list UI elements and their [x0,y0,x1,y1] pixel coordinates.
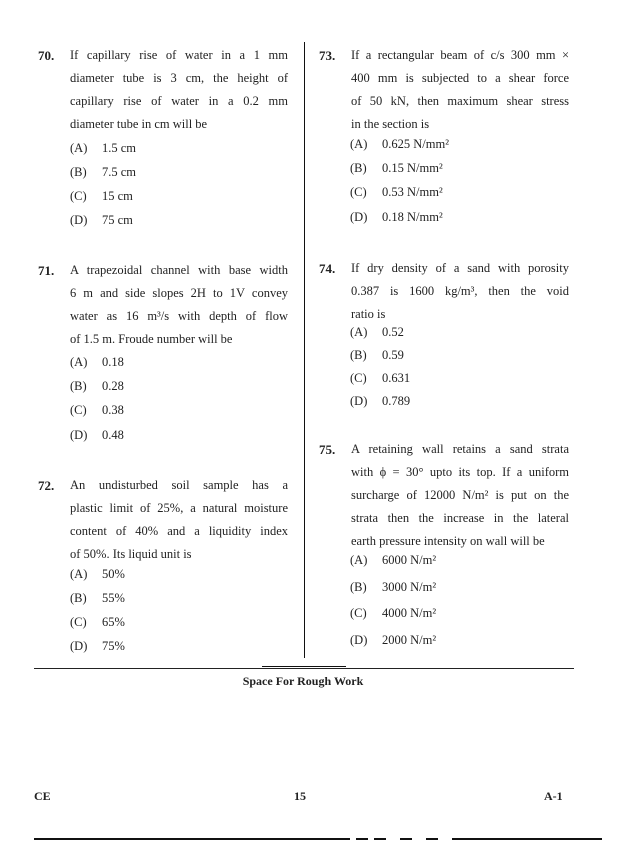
option-c[interactable]: (C) 65% [70,615,125,629]
question-number: 71. [38,263,55,278]
option-a[interactable]: (A) 0.52 [350,325,404,339]
question-text-line: A retaining wall retains a sand strata [351,442,569,456]
question-text-line: with ϕ = 30° upto its top. If a uniform [351,465,569,479]
question-text-line: content of 40% and a liquidity index [70,524,288,538]
question-text-line: in the section is [351,117,430,131]
question-number: 70. [38,48,55,63]
question-text-line: diameter tube is 3 cm, the height of [70,71,288,85]
option-c[interactable]: (C) 15 cm [70,189,133,203]
option-d[interactable]: (D) 75 cm [70,213,133,227]
option-a[interactable]: (A) 1.5 cm [70,141,137,155]
option-b[interactable]: (B) 0.28 [70,379,124,393]
option-a[interactable]: (A) 0.18 [70,355,124,369]
option-d[interactable]: (D) 0.48 [70,428,124,442]
option-a[interactable]: (A) 0.625 N/mm² [350,137,449,151]
bottom-rule [34,838,350,840]
bottom-rule-dash [356,838,368,840]
question-text-line: ratio is [351,307,386,321]
question-text-line: capillary rise of water in a 0.2 mm [70,94,288,108]
option-b[interactable]: (B) 0.15 N/mm² [350,161,443,175]
question-number: 73. [319,48,336,63]
question-number: 72. [38,478,55,493]
option-d[interactable]: (D) 75% [70,639,125,653]
question-text-line: A trapezoidal channel with base width [70,263,288,277]
option-b[interactable]: (B) 3000 N/m² [350,580,437,594]
question-text-line: strata then the increase in the lateral [351,511,569,525]
question-text-line: 400 mm is subjected to a shear force [351,71,569,85]
bottom-rule [452,838,602,840]
question-text-line: of 50 kN, then maximum shear stress [351,94,569,108]
question-text-line: 6 m and side slopes 2H to 1V convey [70,286,288,300]
bottom-rule-dash [426,838,438,840]
column-divider [304,42,305,658]
option-c[interactable]: (C) 0.38 [70,403,124,417]
option-c[interactable]: (C) 0.631 [350,371,411,385]
option-d[interactable]: (D) 0.18 N/mm² [350,210,443,224]
question-number: 74. [319,261,336,276]
bottom-rule-dash [400,838,412,840]
option-c[interactable]: (C) 4000 N/m² [350,606,437,620]
option-c[interactable]: (C) 0.53 N/mm² [350,185,443,199]
option-d[interactable]: (D) 2000 N/m² [350,633,437,647]
footer-page-number: 15 [294,789,306,803]
footer-booklet-code: A-1 [544,789,563,803]
question-text-line: An undisturbed soil sample has a [70,478,288,492]
option-d[interactable]: (D) 0.789 [350,394,411,408]
question-text-line: of 1.5 m. Froude number will be [70,332,233,346]
question-text-line: plastic limit of 25%, a natural moisture [70,501,288,515]
question-text-line: earth pressure intensity on wall will be [351,534,545,548]
question-number: 75. [319,442,336,457]
bottom-rule-dash [374,838,386,840]
question-text-line: surcharge of 12000 N/m² is put on the [351,488,569,502]
footer-subject-code: CE [34,789,51,803]
option-a[interactable]: (A) 6000 N/m² [350,553,437,567]
question-text-line: water as 16 m³/s with depth of flow [70,309,288,323]
rough-work-rule [34,668,574,669]
option-a[interactable]: (A) 50% [70,567,125,581]
question-text-line: diameter tube in cm will be [70,117,208,131]
question-text-line: of 50%. Its liquid unit is [70,547,192,561]
option-b[interactable]: (B) 0.59 [350,348,404,362]
option-b[interactable]: (B) 55% [70,591,125,605]
question-text-line: 0.387 is 1600 kg/m³, then the void [351,284,569,298]
rough-work-heading: Space For Rough Work [242,674,364,688]
question-text-line: If dry density of a sand with porosity [351,261,569,275]
question-text-line: If capillary rise of water in a 1 mm [70,48,288,62]
question-text-line: If a rectangular beam of c/s 300 mm × [351,48,569,62]
option-b[interactable]: (B) 7.5 cm [70,165,137,179]
rough-work-top-rule [262,666,346,667]
